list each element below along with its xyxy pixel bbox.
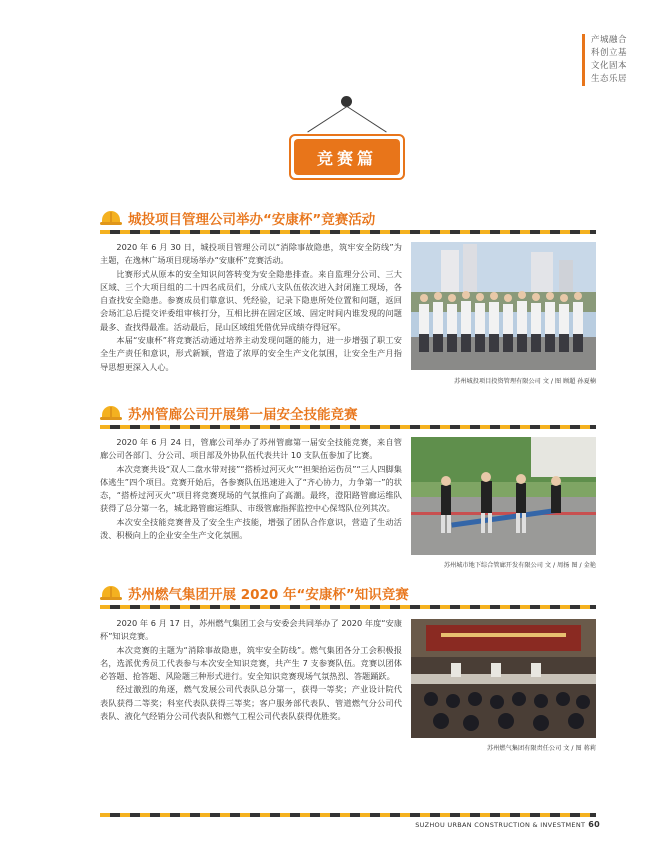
- hanger-string-right: [347, 106, 387, 132]
- tagline-line-4: 生态乐居: [591, 74, 628, 84]
- section-3-heading: [100, 583, 409, 603]
- section-1-photo: [411, 242, 596, 370]
- helmet-icon: [100, 585, 122, 601]
- paragraph: 本届“安康杯”将竞赛活动通过培养主动发现问题的能力，进一步增强了职工安全生产责任和意识，形式新颖，营造了浓厚的安全生产文化氛围，让安全生产月指导思想更深入人心。: [100, 335, 402, 372]
- footer: [415, 820, 600, 829]
- section-1-divider: [100, 230, 596, 234]
- paragraph: 2020 年 6 月 30 日，城投项目管理公司以“消除事故隐患，筑牢安全防线”为主题，在逸林广场项目现场举办“安康杯”竞赛活动。: [100, 242, 402, 266]
- section-2-caption: 苏州城市地下综合管廊开发有限公司 文 / 周扬 图 / 金艳: [443, 562, 596, 569]
- section-3-caption: 苏州燃气集团有限责任公司 文 / 图 蒋莉: [487, 745, 596, 752]
- footer-publication: SUZHOU URBAN CONSTRUCTION & INVESTMENT: [415, 821, 586, 829]
- page-number: 60: [588, 820, 600, 829]
- paragraph: 2020 年 6 月 17 日，苏州燃气集团工会与安委会共同举办了 2020 年度“安康杯”知识竞赛。: [100, 618, 402, 642]
- section-1-heading: [100, 208, 375, 228]
- paragraph: 本次竞赛的主题为“消除事故隐患，筑牢安全防线”。燃气集团各分工会积极报名，选派优秀员工代表参与本次安全知识竞赛，共产生 7 支参赛队伍。竞赛以团体必答题、抢答题、风险题三种形式进行。安全知识竞赛现场气氛热烈、答题踊跃。: [100, 644, 402, 682]
- section-3-divider: [100, 605, 596, 609]
- helmet-icon: [100, 405, 122, 421]
- tagline-line-3: 文化固本: [591, 61, 628, 71]
- section-1-title: 城投项目管理公司举办“安康杯”竞赛活动: [128, 212, 376, 228]
- paragraph: 比赛形式从原本的安全知识问答转变为安全隐患排查。来自监理分公司、三大区域、三个大项目组的二十四名成员们，分成八支队伍依次进入封闭施工现场，各自查找安全隐患。参赛成员们靠意识、凭经验，记录下隐患所处位置和问题，返回会场汇总后提交评委组审核打分，互相比拼在固定区域、固定时间内谁发现的问题最多、查找得最准。活动最后，昆山区域组凭借优异成绩夺得冠军。: [100, 268, 402, 332]
- section-2-title: 苏州管廊公司开展第一届安全技能竞赛: [128, 407, 358, 423]
- tagline-line-1: 产城融合: [591, 35, 628, 45]
- footer-divider: [100, 813, 596, 817]
- section-2-photo: [411, 437, 596, 555]
- section-3-title: 苏州燃气集团开展 2020 年“安康杯”知识竞赛: [128, 587, 409, 603]
- tagline: [582, 34, 658, 86]
- banner-title: 竞赛篇: [294, 139, 400, 175]
- paragraph: 本次安全技能竞赛普及了安全生产技能，增强了团队合作意识，营造了生动活泼、积极向上的企业安全生产文化氛围。: [100, 516, 402, 541]
- helmet-icon: [100, 210, 122, 226]
- section-2-divider: [100, 425, 596, 429]
- section-1-caption: 苏州城投项目投资管理有限公司 文 / 图 顾超 孙夏楠: [454, 378, 596, 385]
- paragraph: 经过激烈的角逐，燃气发展公司代表队总分第一，获得一等奖；产业设计院代表队获得二等奖；科室代表队获得三等奖；客户服务部代表队、管道燃气分公司代表队、液化气经销分公司代表队和燃气工程公司代表队获得优胜奖。: [100, 684, 402, 722]
- tagline-line-2: 科创立基: [591, 48, 628, 58]
- paragraph: 2020 年 6 月 24 日，管廊公司举办了苏州管廊第一届安全技能竞赛，来自管廊公司各部门、分公司、项目部及外协队伍代表共计 10 支队伍参加了比赛。: [100, 437, 402, 461]
- section-3-body: [100, 617, 402, 723]
- section-2-heading: [100, 403, 358, 423]
- section-3-photo: [411, 619, 596, 738]
- hanger-string-left: [307, 106, 347, 132]
- section-banner: [289, 134, 405, 180]
- paragraph: 本次竞赛共设“双人二盘水带对接”“搭桥过河灭火”“担架抬运伤员”“三人四脚集体逃生”四个项目。竞赛开始后，各参赛队伍迅速进入了“齐心协力，力争第一”的状态，“搭桥过河灭火”项目将竞赛现场的气氛推向了高潮。最终，澄阳路管廊运维队获得了总分第一名，城北路管廊运维队、市级管廊指挥监控中心保驾队位列其次。: [100, 463, 402, 514]
- section-1-body: [100, 241, 402, 374]
- section-2-body: [100, 436, 402, 542]
